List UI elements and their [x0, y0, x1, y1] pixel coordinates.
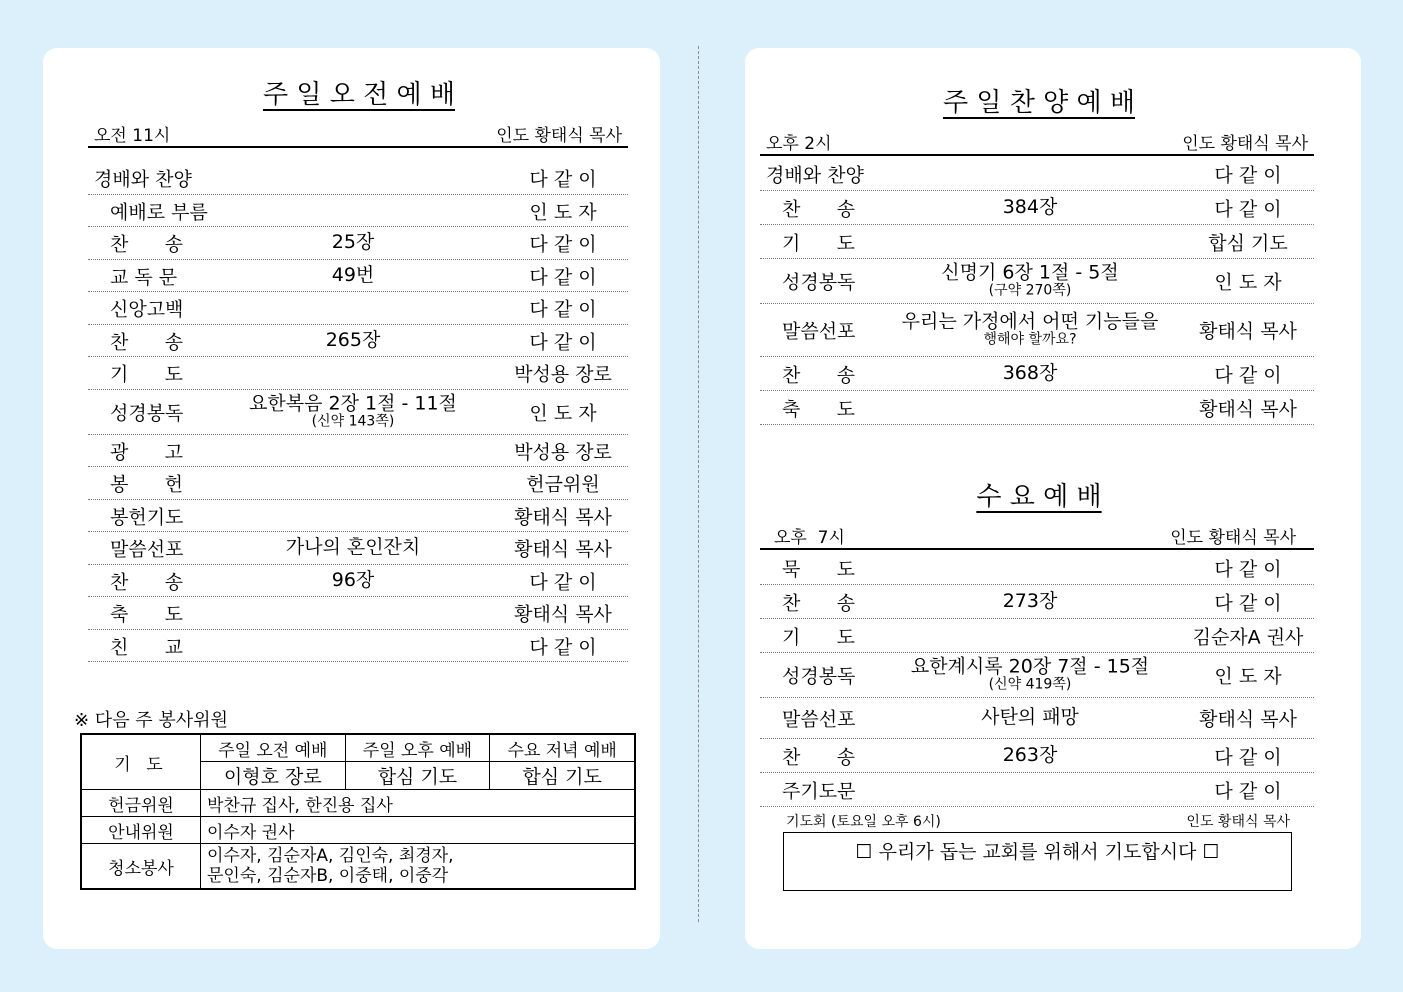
item-detail: [228, 328, 478, 351]
item-responsible: 다 같 이: [1214, 558, 1282, 580]
order-row: [760, 739, 1314, 773]
item-detail: [900, 310, 1160, 348]
col-wednesday-evening: 수요 저녁 예배: [490, 734, 635, 762]
cleaning-line-2: 문인숙, 김순자B, 이중태, 이중각: [207, 866, 449, 886]
offering-value: 박찬규 집사, 한진용 집사: [201, 790, 636, 817]
item-responsible: 황태식 목사: [514, 506, 612, 528]
usher-label: 안내위원: [81, 817, 201, 844]
wednesday-header: [760, 520, 1314, 550]
prayer-label: 기 도: [81, 734, 201, 790]
order-row: [88, 597, 628, 630]
usher-value: 이수자 권사: [201, 817, 636, 844]
item-responsible: 황태식 목사: [1199, 320, 1297, 343]
item-name: 찬 송: [110, 331, 183, 353]
order-row: [760, 773, 1314, 807]
order-row: [760, 391, 1314, 425]
item-name: 축 도: [782, 398, 855, 420]
order-row: [760, 259, 1314, 304]
item-responsible: 다 같 이: [529, 266, 597, 288]
item-responsible: 다 같 이: [1214, 592, 1282, 614]
item-name: 친 교: [110, 636, 183, 658]
item-name: 봉헌기도: [110, 506, 184, 528]
item-responsible: 다 같 이: [529, 298, 597, 321]
wednesday-time: 오후 7시: [774, 528, 845, 548]
item-responsible: 다 같 이: [1214, 198, 1282, 220]
morning-order-list: [88, 162, 628, 662]
item-name: 기 도: [110, 363, 183, 386]
item-name: 성경봉독: [782, 271, 856, 294]
prayer-sunday-afternoon: 합심 기도: [345, 762, 490, 790]
item-detail: [900, 261, 1160, 299]
order-row: [760, 698, 1314, 739]
item-responsible: 김순자A 권사: [1192, 626, 1304, 648]
item-detail: [900, 655, 1160, 693]
item-detail-main: 요한계시록 20장 7절 - 15절: [910, 655, 1150, 678]
order-row: [88, 227, 628, 260]
item-detail-main: 25장: [331, 231, 375, 254]
morning-leader: 인도 황태식 목사: [496, 126, 622, 146]
item-responsible: 다 같 이: [1214, 364, 1282, 386]
item-name: 찬 송: [782, 592, 855, 614]
order-row: [88, 292, 628, 325]
item-responsible: 합심 기도: [1208, 232, 1288, 254]
order-row: [760, 357, 1314, 391]
item-detail: [900, 589, 1160, 612]
prayer-message-box: [783, 832, 1292, 891]
item-name: 찬 송: [782, 746, 855, 768]
item-name: 교 독 문: [110, 266, 178, 288]
item-detail: [228, 538, 478, 558]
item-detail-main: 요한복음 2장 1절 - 11절: [249, 392, 457, 415]
item-detail-sub: (신약 143쪽): [311, 413, 395, 430]
item-detail-main: 신명기 6장 1절 - 5절: [941, 261, 1119, 284]
item-responsible: 황태식 목사: [514, 603, 612, 626]
order-row: [760, 157, 1314, 191]
item-detail-main: 49번: [331, 263, 375, 286]
order-row: [760, 225, 1314, 259]
order-row: [760, 191, 1314, 225]
item-detail: [900, 195, 1160, 218]
item-detail-main: 265장: [325, 328, 381, 351]
item-responsible: 인 도 자: [1214, 271, 1282, 294]
item-responsible: 박성용 장로: [514, 441, 612, 463]
order-row: [88, 325, 628, 357]
item-responsible: 인 도 자: [1214, 665, 1282, 688]
prayer-meeting-leader: 인도 황태식 목사: [1186, 814, 1290, 830]
item-responsible: 황태식 목사: [1199, 708, 1297, 731]
item-responsible: 다 같 이: [529, 636, 597, 658]
prayer-wednesday: 합심 기도: [490, 762, 635, 790]
morning-header: [88, 120, 628, 148]
prayer-message: ☐ 우리가 돕는 교회를 위해서 기도합시다 ☐: [855, 841, 1220, 863]
item-detail: [900, 743, 1160, 766]
item-detail-main: 우리는 가정에서 어떤 기능들을: [901, 310, 1159, 333]
order-row: [760, 653, 1314, 698]
item-responsible: 다 같 이: [1214, 164, 1282, 186]
wednesday-leader: 인도 황태식 목사: [1170, 528, 1296, 548]
item-name: 주기도문: [782, 780, 856, 802]
order-row: [88, 500, 628, 532]
item-detail: [228, 263, 478, 286]
afternoon-title: 주 일 찬 양 예 배: [942, 88, 1136, 118]
afternoon-time: 오후 2시: [766, 134, 832, 154]
item-detail: [228, 568, 478, 591]
item-name: 기 도: [782, 626, 855, 648]
item-responsible: 인 도 자: [529, 201, 597, 223]
item-name: 기 도: [782, 232, 855, 254]
cleaning-line-1: 이수자, 김순자A, 김인숙, 최경자,: [207, 846, 454, 866]
item-responsible: 다 같 이: [1214, 780, 1282, 802]
item-responsible: 다 같 이: [529, 331, 597, 353]
order-row: [88, 162, 628, 195]
order-row: [88, 260, 628, 292]
item-responsible: 다 같 이: [529, 571, 597, 593]
order-row: [88, 630, 628, 662]
item-name: 성경봉독: [110, 402, 184, 425]
item-detail: [900, 708, 1160, 728]
item-detail-main: 가나의 혼인잔치: [285, 536, 421, 559]
order-row: [88, 357, 628, 390]
item-name: 찬 송: [782, 198, 855, 220]
wednesday-title: 수 요 예 배: [976, 482, 1102, 512]
item-name: 광 고: [110, 441, 183, 463]
item-detail-main: 96장: [331, 568, 375, 591]
next-week-heading: ※ 다음 주 봉사위원: [74, 710, 228, 731]
item-detail-main: 사탄의 패망: [981, 706, 1079, 729]
item-detail: [228, 233, 478, 253]
item-name: 찬 송: [110, 571, 183, 593]
order-row: [760, 619, 1314, 653]
offering-label: 헌금위원: [81, 790, 201, 817]
item-name: 묵 도: [782, 558, 855, 580]
item-detail-sub: (신약 419쪽): [988, 676, 1072, 693]
item-name: 성경봉독: [782, 665, 856, 688]
next-week-table: [80, 733, 636, 890]
item-name: 신앙고백: [110, 298, 184, 321]
item-responsible: 인 도 자: [529, 402, 597, 425]
order-row: [88, 195, 628, 227]
order-row: [760, 585, 1314, 619]
item-responsible: 황태식 목사: [1199, 398, 1297, 420]
item-responsible: 다 같 이: [1214, 746, 1282, 768]
fold-divider: [698, 46, 699, 922]
item-detail-main: 384장: [1002, 195, 1058, 218]
cleaning-label: 청소봉사: [81, 844, 201, 890]
order-row: [88, 565, 628, 597]
item-responsible: 다 같 이: [529, 168, 597, 191]
afternoon-leader: 인도 황태식 목사: [1182, 134, 1308, 154]
item-detail-sub: 행해야 할까요?: [983, 331, 1077, 348]
item-detail-main: 273장: [1002, 589, 1058, 612]
col-sunday-afternoon: 주일 오후 예배: [345, 734, 490, 762]
item-responsible: 다 같 이: [529, 233, 597, 256]
item-name: 말씀선포: [110, 538, 184, 561]
item-detail-main: 263장: [1002, 743, 1058, 766]
item-name: 축 도: [110, 603, 183, 626]
prayer-meeting-header: [786, 811, 1290, 831]
item-detail-sub: (구약 270쪽): [988, 282, 1072, 299]
item-responsible: 헌금위원: [526, 473, 600, 496]
item-name: 말씀선포: [782, 708, 856, 731]
order-row: [88, 532, 628, 565]
item-name: 찬 송: [782, 364, 855, 386]
afternoon-order-list: [760, 157, 1314, 425]
item-name: 봉 헌: [110, 473, 183, 496]
cleaning-value: [201, 844, 636, 890]
item-name: 예배로 부름: [110, 201, 208, 223]
prayer-sunday-morning: 이형호 장로: [201, 762, 346, 790]
item-name: 경배와 찬양: [766, 164, 864, 186]
afternoon-header: [760, 126, 1314, 156]
item-name: 찬 송: [110, 233, 183, 256]
order-row: [88, 435, 628, 467]
item-responsible: 황태식 목사: [514, 538, 612, 561]
prayer-meeting-label: 기도회 (토요일 오후 6시): [786, 814, 941, 830]
order-row: [88, 390, 628, 435]
item-detail: [228, 392, 478, 430]
order-row: [88, 467, 628, 500]
wednesday-order-list: [760, 551, 1314, 807]
morning-time: 오전 11시: [94, 126, 171, 146]
item-name: 경배와 찬양: [94, 168, 192, 191]
order-row: [760, 304, 1314, 357]
item-name: 말씀선포: [782, 320, 856, 343]
item-responsible: 박성용 장로: [514, 363, 612, 386]
morning-title: 주 일 오 전 예 배: [262, 80, 456, 110]
col-sunday-morning: 주일 오전 예배: [201, 734, 346, 762]
order-row: [760, 551, 1314, 585]
item-detail: [900, 361, 1160, 384]
item-detail-main: 368장: [1002, 361, 1058, 384]
